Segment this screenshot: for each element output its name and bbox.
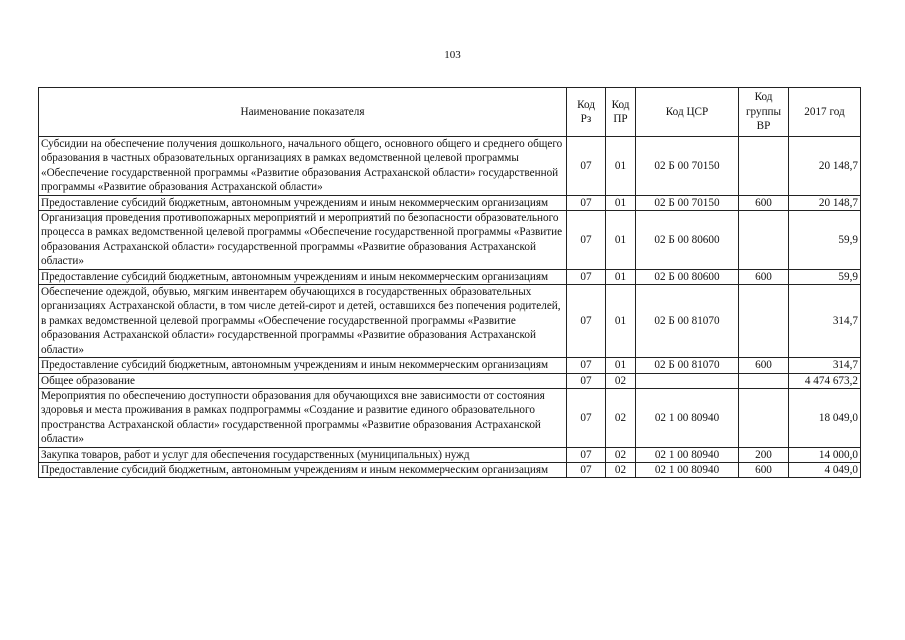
header-rz: Код Рз: [567, 88, 606, 137]
row-csr: 02 Б 00 80600: [636, 211, 739, 270]
row-rz: 07: [567, 211, 606, 270]
row-amount: 20 148,7: [789, 137, 861, 196]
row-csr: [636, 373, 739, 388]
row-amount: 314,7: [789, 358, 861, 373]
row-name: Предоставление субсидий бюджетным, автономным учреждениям и иным некоммерческим организациям: [39, 358, 567, 373]
page-number: 103: [444, 49, 461, 61]
header-csr: Код ЦСР: [636, 88, 739, 137]
row-csr: 02 Б 00 81070: [636, 285, 739, 358]
row-amount: 4 474 673,2: [789, 373, 861, 388]
table-row: [39, 211, 861, 270]
row-rz: 07: [567, 285, 606, 358]
header-year: 2017 год: [789, 88, 861, 137]
table-row: [39, 137, 861, 196]
row-csr: 02 Б 00 70150: [636, 195, 739, 210]
row-amount: 314,7: [789, 285, 861, 358]
header-vr: Код группы ВР: [739, 88, 789, 137]
row-rz: 07: [567, 373, 606, 388]
row-rz: 07: [567, 388, 606, 447]
row-rz: 07: [567, 462, 606, 477]
row-pr: 02: [606, 447, 636, 462]
row-rz: 07: [567, 358, 606, 373]
row-vr: 600: [739, 358, 789, 373]
table-row: [39, 358, 861, 373]
table-row: [39, 285, 861, 358]
row-vr: [739, 373, 789, 388]
table-row: [39, 462, 861, 477]
row-pr: 01: [606, 269, 636, 284]
row-name: Предоставление субсидий бюджетным, автономным учреждениям и иным некоммерческим организациям: [39, 195, 567, 210]
row-amount: 18 049,0: [789, 388, 861, 447]
row-vr: [739, 285, 789, 358]
row-name: Предоставление субсидий бюджетным, автономным учреждениям и иным некоммерческим организациям: [39, 269, 567, 284]
row-name: Общее образование: [39, 373, 567, 388]
table-row: [39, 195, 861, 210]
row-csr: 02 1 00 80940: [636, 388, 739, 447]
row-csr: 02 Б 00 70150: [636, 137, 739, 196]
row-name: Мероприятия по обеспечению доступности образования для обучающихся вне зависимости от состояния здоровья и места проживания в рамках подпрограммы «Создание и развитие единого образовательного пространства Астраханской области» государственной программы «Развитие образования Астраханской области»: [39, 388, 567, 447]
row-pr: 02: [606, 388, 636, 447]
budget-table: [38, 87, 861, 478]
row-vr: 200: [739, 447, 789, 462]
row-csr: 02 1 00 80940: [636, 462, 739, 477]
header-name: Наименование показателя: [39, 88, 567, 137]
row-pr: 01: [606, 195, 636, 210]
table-row: [39, 447, 861, 462]
row-vr: [739, 137, 789, 196]
row-vr: [739, 388, 789, 447]
table-row: [39, 269, 861, 284]
row-vr: [739, 211, 789, 270]
row-pr: 02: [606, 373, 636, 388]
row-amount: 4 049,0: [789, 462, 861, 477]
row-vr: 600: [739, 462, 789, 477]
row-amount: 14 000,0: [789, 447, 861, 462]
header-pr: Код ПР: [606, 88, 636, 137]
row-rz: 07: [567, 195, 606, 210]
row-vr: 600: [739, 269, 789, 284]
table-header-row: [39, 88, 861, 137]
row-rz: 07: [567, 137, 606, 196]
table-row: [39, 373, 861, 388]
row-csr: 02 1 00 80940: [636, 447, 739, 462]
row-amount: 59,9: [789, 211, 861, 270]
row-amount: 20 148,7: [789, 195, 861, 210]
row-pr: 01: [606, 285, 636, 358]
row-name: Закупка товаров, работ и услуг для обеспечения государственных (муниципальных) нужд: [39, 447, 567, 462]
row-amount: 59,9: [789, 269, 861, 284]
row-pr: 01: [606, 358, 636, 373]
row-rz: 07: [567, 269, 606, 284]
row-name: Обеспечение одеждой, обувью, мягким инвентарем обучающихся в государственных образовательных организациях Астраханской области, в том числе детей-сирот и детей, оставшихся без попечения родителей, в рамках ведомственной целевой программы «Обеспечение государственной программы «Развитие образования Астраханской области» государственной программы «Развитие образования Астраханской области»: [39, 285, 567, 358]
row-pr: 01: [606, 211, 636, 270]
row-csr: 02 Б 00 80600: [636, 269, 739, 284]
row-name: Субсидии на обеспечение получения дошкольного, начального общего, основного общего и среднего общего образования в частных образовательных организациях в рамках ведомственной целевой программы «Обеспечение государственной программы «Развитие образования Астраханской области» государственной программы «Развитие образования Астраханской области»: [39, 137, 567, 196]
row-vr: 600: [739, 195, 789, 210]
table-row: [39, 388, 861, 447]
row-name: Организация проведения противопожарных мероприятий и мероприятий по безопасности образовательного процесса в рамках ведомственной целевой программы «Обеспечение государственной программы «Развитие образования Астраханской области» государственной программы «Развитие образования Астраханской области»: [39, 211, 567, 270]
row-pr: 01: [606, 137, 636, 196]
row-csr: 02 Б 00 81070: [636, 358, 739, 373]
row-rz: 07: [567, 447, 606, 462]
row-name: Предоставление субсидий бюджетным, автономным учреждениям и иным некоммерческим организациям: [39, 462, 567, 477]
row-pr: 02: [606, 462, 636, 477]
